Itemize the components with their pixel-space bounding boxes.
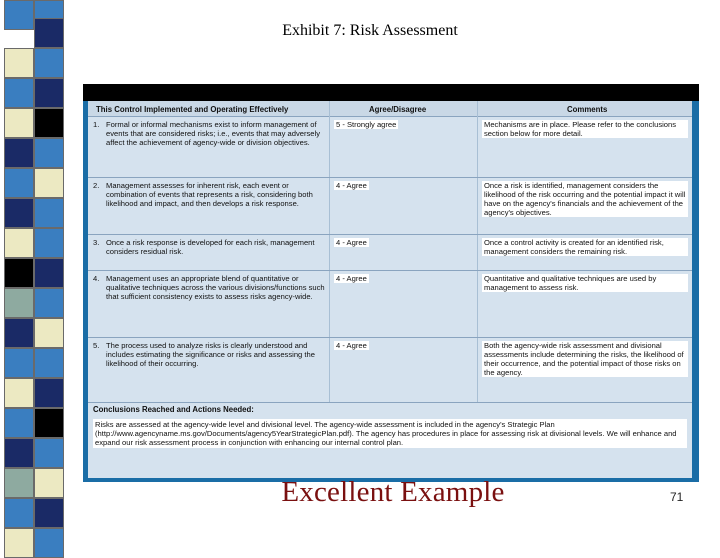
decorative-square [4, 318, 34, 348]
row-number: 3. [93, 238, 100, 247]
decorative-square [4, 108, 34, 138]
decorative-square [34, 138, 64, 168]
decorative-square [34, 228, 64, 258]
decorative-square [4, 438, 34, 468]
slide-title: Exhibit 7: Risk Assessment [282, 22, 458, 39]
comment-cell [482, 274, 688, 292]
decorative-square [34, 48, 64, 78]
decorative-square [34, 528, 64, 558]
header-control: This Control Implemented and Operating Effectively [96, 105, 289, 114]
agree-cell [334, 120, 398, 129]
decorative-square [4, 378, 34, 408]
decorative-square [34, 258, 64, 288]
decorative-square [34, 168, 64, 198]
control-text: Management assesses for inherent risk, each event or combination of events that represents a risk, considering both likelihood and impact, and then develops a risk response. [106, 181, 313, 209]
header-comments: Comments [567, 105, 608, 114]
excellent-example-caption: Excellent Example [281, 476, 505, 508]
decorative-square [34, 378, 64, 408]
row-number: 1. [93, 120, 100, 129]
table-row [88, 337, 692, 403]
row-number: 2. [93, 181, 100, 190]
decorative-square [4, 468, 34, 498]
table-row [88, 116, 692, 178]
decorative-square [4, 408, 34, 438]
comment-cell [482, 120, 688, 138]
panel-top-bar [83, 84, 699, 101]
decorative-square [34, 288, 64, 318]
table-row [88, 234, 692, 271]
decorative-square [34, 498, 64, 528]
agree-value: 4 - Agree [336, 341, 367, 350]
comment-text: Quantitative and qualitative techniques are used by management to assess risk. [482, 274, 688, 292]
comment-text: Once a control activity is created for an identified risk, management considers the remaining risk. [482, 238, 688, 256]
decorative-square [4, 528, 34, 558]
decorative-square [34, 318, 64, 348]
decorative-square [34, 18, 64, 48]
agree-cell [334, 274, 369, 283]
table-row [88, 177, 692, 235]
decorative-square [4, 198, 34, 228]
row-number: 4. [93, 274, 100, 283]
decorative-square [4, 138, 34, 168]
control-text: Management uses an appropriate blend of quantitative or qualitative techniques across the various divisions/functions such that sufficient consistency exists to assess risks agency-wide. [106, 274, 325, 302]
decorative-square [4, 288, 34, 318]
conclusions-heading: Conclusions Reached and Actions Needed: [93, 405, 254, 414]
comment-text: Mechanisms are in place. Please refer to the conclusions section below for more detail. [482, 120, 688, 138]
comment-text: Both the agency-wide risk assessment and divisional assessments include determining the risks, the likelihood of their occurrence, and the potential impact of those risks on the agency. [482, 341, 688, 377]
page-number: 71 [670, 490, 684, 504]
comment-cell [482, 181, 688, 217]
agree-value: 4 - Agree [336, 238, 367, 247]
decorative-square-strip [0, 0, 64, 540]
decorative-square [34, 348, 64, 378]
table-header [88, 101, 692, 117]
table-row [88, 270, 692, 338]
comment-cell [482, 341, 688, 377]
agree-value: 4 - Agree [336, 274, 367, 283]
risk-assessment-panel [83, 84, 699, 482]
decorative-square [4, 258, 34, 288]
agree-cell [334, 181, 369, 190]
decorative-square [34, 468, 64, 498]
agree-value: 4 - Agree [336, 181, 367, 190]
agree-value: 5 - Strongly agree [336, 120, 397, 129]
comment-text: Once a risk is identified, management considers the likelihood of the risk occurring and the potential impact it will have on the agency's financials and the achievement of the agency's objectives. [482, 181, 688, 217]
decorative-square [4, 168, 34, 198]
decorative-square [4, 0, 34, 30]
decorative-square [34, 438, 64, 468]
decorative-square [4, 78, 34, 108]
risk-assessment-table [88, 101, 692, 478]
decorative-square [34, 408, 64, 438]
agree-cell [334, 238, 369, 247]
control-text: Formal or informal mechanisms exist to inform management of events that are considered risks; i.e., events that may adversely affect the achievement of agency-wide or division objectives. [106, 120, 320, 148]
decorative-square [4, 228, 34, 258]
decorative-square [4, 48, 34, 78]
row-number: 5. [93, 341, 100, 350]
conclusions-text: Risks are assessed at the agency-wide level and divisional level. The agency-wide assessment is included in the agency's Strategic Plan (http://www.agencyname.ms.gov/Documents/agency5YearStrategicPlan.pdf). The agency has procedures in place for assessing risk at divisional levels. We will enhance and expand our risk assessment process in conjunction with enhancing our internal control plan. [93, 419, 687, 448]
agree-cell [334, 341, 369, 350]
decorative-square [34, 78, 64, 108]
decorative-square [4, 498, 34, 528]
control-text: The process used to analyze risks is clearly understood and includes estimating the significance or risks and assessing the likelihood of their occurring. [106, 341, 315, 369]
decorative-square [4, 348, 34, 378]
control-text: Once a risk response is developed for each risk, management considers residual risk. [106, 238, 315, 257]
comment-cell [482, 238, 688, 256]
header-agree: Agree/Disagree [369, 105, 427, 114]
decorative-square [34, 108, 64, 138]
decorative-square [34, 198, 64, 228]
